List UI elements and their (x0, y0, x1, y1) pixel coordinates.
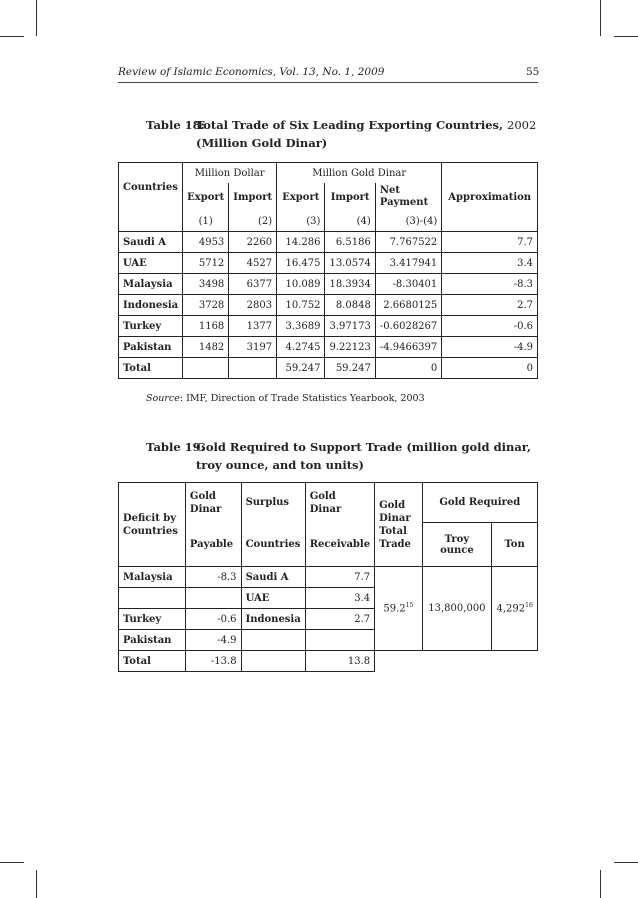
col-payable: Payable (185, 523, 241, 567)
table-row (119, 316, 538, 337)
footnote-marker: 16 (525, 602, 533, 610)
gd-import-cell: 6.5186 (325, 232, 375, 253)
table19-total-row (119, 651, 538, 672)
crop-mark (600, 0, 601, 36)
table18-label: Table 18: (146, 118, 205, 132)
export-cell: 4953 (183, 232, 229, 253)
gd-total-trade-cell (375, 567, 422, 651)
approx-cell: 3.4 (442, 253, 538, 274)
table18-title: Total Trade of Six Leading Exporting Countries, (196, 118, 504, 132)
approx-cell: -0.6 (442, 316, 538, 337)
surplus-cell: UAE (241, 588, 305, 609)
col-gold-required: Gold Required (422, 483, 537, 523)
table-row (119, 274, 538, 295)
country-cell: Pakistan (119, 337, 183, 358)
crop-mark (36, 0, 37, 36)
source-label: Source (146, 393, 180, 404)
crop-mark (600, 870, 601, 898)
import-cell: 2803 (229, 295, 277, 316)
crop-mark (614, 862, 638, 863)
total-gd-export: 59.247 (277, 358, 325, 379)
net-cell: 7.767522 (375, 232, 441, 253)
total-label: Total (119, 358, 183, 379)
journal-title: Review of Islamic Economics, Vol. 13, No. 1, 2009 (118, 66, 385, 78)
num-cell: (3)-(4) (375, 211, 441, 232)
table18-total-row (119, 358, 538, 379)
gd-export-cell: 3.3689 (277, 316, 325, 337)
gd-export-cell: 14.286 (277, 232, 325, 253)
header-rule (118, 82, 538, 83)
surplus-cell: Indonesia (241, 609, 305, 630)
export-cell: 3728 (183, 295, 229, 316)
payable-cell (185, 588, 241, 609)
empty-cell (422, 651, 492, 672)
surplus-cell: Saudi A (241, 567, 305, 588)
import-cell: 3197 (229, 337, 277, 358)
net-cell: 3.417941 (375, 253, 441, 274)
total-label: Total (119, 651, 186, 672)
empty-cell (241, 651, 305, 672)
numbering-blank (119, 211, 183, 232)
gd-import-cell: 13.0574 (325, 253, 375, 274)
deficit-cell: Turkey (119, 609, 186, 630)
table19-label: Table 19: (146, 440, 205, 454)
empty-cell (183, 358, 229, 379)
net-cell: 2.6680125 (375, 295, 441, 316)
import-cell: 2260 (229, 232, 277, 253)
gd-import-cell: 8.0848 (325, 295, 375, 316)
num-cell: (4) (325, 211, 375, 232)
ton-cell (492, 567, 538, 651)
total-payable: -13.8 (185, 651, 241, 672)
ton-value: 4,292 (496, 603, 526, 615)
col-export: Export (183, 183, 229, 211)
table18-caption (146, 116, 546, 156)
surplus-cell (241, 630, 305, 651)
table18-source (146, 393, 425, 404)
col-gd-export: Export (277, 183, 325, 211)
col-ton: Ton (492, 523, 538, 567)
col-import: Import (229, 183, 277, 211)
col-receivable: Receivable (305, 523, 374, 567)
table-row (119, 232, 538, 253)
troy-ounce-cell: 13,800,000 (422, 567, 492, 651)
empty-cell (492, 651, 538, 672)
import-cell: 4527 (229, 253, 277, 274)
receivable-cell (305, 630, 374, 651)
col-approximation: Approximation (442, 163, 538, 232)
gd-total-trade-value: 59.2 (383, 603, 406, 615)
table-row (119, 295, 538, 316)
col-gd-import: Import (325, 183, 375, 211)
export-cell: 5712 (183, 253, 229, 274)
total-receivable: 13.8 (305, 651, 374, 672)
crop-mark (614, 36, 638, 37)
country-cell: Saudi A (119, 232, 183, 253)
receivable-cell: 7.7 (305, 567, 374, 588)
col-countries: Countries (241, 523, 305, 567)
country-cell: Turkey (119, 316, 183, 337)
export-cell: 3498 (183, 274, 229, 295)
total-net: 0 (375, 358, 441, 379)
group-million-gold-dinar: Million Gold Dinar (277, 163, 442, 184)
receivable-cell: 2.7 (305, 609, 374, 630)
table19-caption (146, 438, 546, 478)
source-text: : IMF, Direction of Trade Statistics Yearbook, 2003 (179, 393, 425, 404)
payable-cell: -8.3 (185, 567, 241, 588)
table18-subtitle: (Million Gold Dinar) (196, 136, 328, 150)
table-row (119, 567, 538, 588)
approx-cell: 7.7 (442, 232, 538, 253)
empty-cell (375, 651, 422, 672)
group-million-dollar: Million Dollar (183, 163, 277, 184)
gd-export-cell: 16.475 (277, 253, 325, 274)
num-cell: (2) (229, 211, 277, 232)
table18-year: 2002 (507, 118, 537, 132)
gd-import-cell: 3.97173 (325, 316, 375, 337)
import-cell: 6377 (229, 274, 277, 295)
net-cell: -8.30401 (375, 274, 441, 295)
crop-mark (36, 870, 37, 898)
net-cell: -4.9466397 (375, 337, 441, 358)
total-approx: 0 (442, 358, 538, 379)
deficit-cell: Malaysia (119, 567, 186, 588)
country-cell: UAE (119, 253, 183, 274)
payable-cell: -4.9 (185, 630, 241, 651)
table-row (119, 337, 538, 358)
approx-cell: 2.7 (442, 295, 538, 316)
num-cell: (1) (183, 211, 229, 232)
crop-mark (0, 36, 24, 37)
table18 (118, 162, 538, 379)
col-surplus: Surplus (241, 483, 305, 523)
approx-cell: -4.9 (442, 337, 538, 358)
page-number: 55 (526, 66, 540, 78)
table19-title: Gold Required to Support Trade (million gold dinar, troy ounce, and ton units) (196, 440, 532, 472)
receivable-cell: 3.4 (305, 588, 374, 609)
col-net-payment: Net Payment (375, 183, 441, 211)
footnote-marker: 15 (405, 602, 414, 610)
total-gd-import: 59.247 (325, 358, 375, 379)
country-cell: Indonesia (119, 295, 183, 316)
payable-cell: -0.6 (185, 609, 241, 630)
gd-export-cell: 10.089 (277, 274, 325, 295)
col-gold-dinar2: Gold Dinar (305, 483, 374, 523)
col-deficit: Deficit by Countries (119, 483, 186, 567)
net-cell: -0.6028267 (375, 316, 441, 337)
table-row (119, 253, 538, 274)
gd-import-cell: 18.3934 (325, 274, 375, 295)
table19-header-row (119, 483, 538, 523)
import-cell: 1377 (229, 316, 277, 337)
gd-export-cell: 10.752 (277, 295, 325, 316)
export-cell: 1168 (183, 316, 229, 337)
crop-mark (0, 862, 24, 863)
col-countries: Countries (119, 163, 183, 212)
deficit-cell: Pakistan (119, 630, 186, 651)
approx-cell: -8.3 (442, 274, 538, 295)
deficit-cell (119, 588, 186, 609)
gd-import-cell: 9.22123 (325, 337, 375, 358)
table18-group-header-row (119, 163, 538, 184)
num-cell: (3) (277, 211, 325, 232)
gd-export-cell: 4.2745 (277, 337, 325, 358)
col-gd-total-trade: Gold Dinar Total Trade (375, 483, 422, 567)
table19 (118, 482, 538, 672)
empty-cell (229, 358, 277, 379)
col-gold-dinar: Gold Dinar (185, 483, 241, 523)
col-troy-ounce: Troy ounce (422, 523, 492, 567)
export-cell: 1482 (183, 337, 229, 358)
country-cell: Malaysia (119, 274, 183, 295)
